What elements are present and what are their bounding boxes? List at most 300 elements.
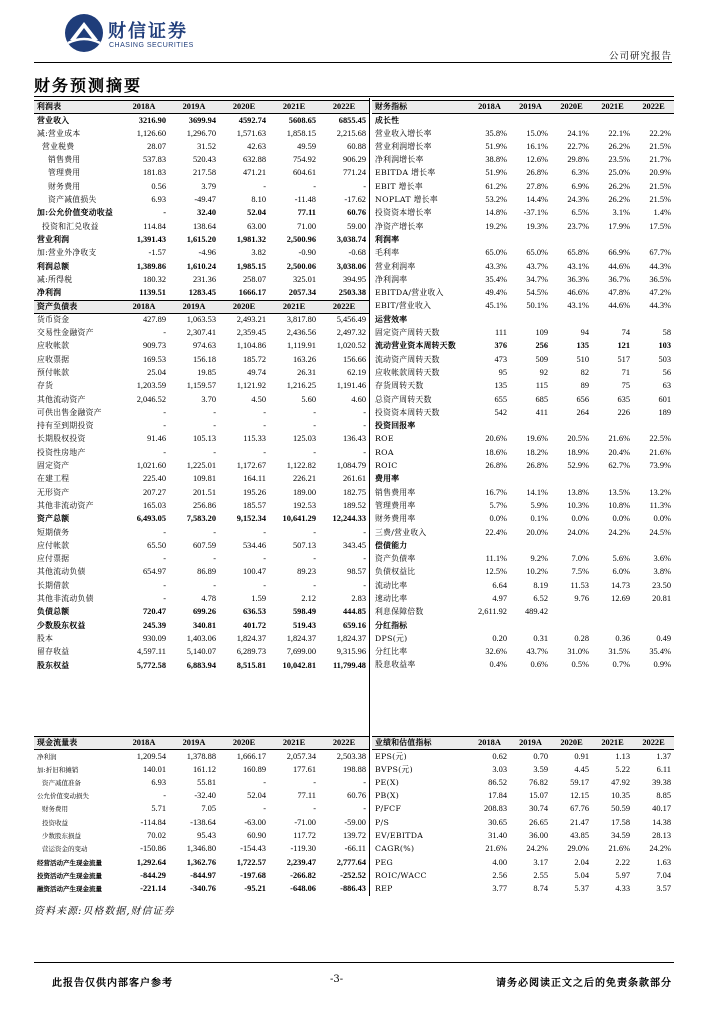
table-row: [372, 433, 674, 446]
row-label: 管理费用: [48, 168, 81, 178]
cell-value: 92: [539, 367, 548, 377]
cell-value: 656: [576, 394, 589, 404]
cell-value: 1,020.52: [336, 341, 366, 351]
cell-value: 135: [494, 381, 507, 391]
cell-value: 98.57: [347, 567, 366, 577]
cell-value: 24.2%: [608, 527, 630, 537]
cell-value: 1,172.67: [236, 461, 266, 471]
cell-value: 75: [621, 381, 630, 391]
cell-value: 103: [658, 341, 671, 351]
table-row: [34, 207, 369, 220]
cell-value: 261.61: [342, 474, 366, 484]
cell-value: 21.47: [570, 817, 589, 827]
year-header: 2020E: [219, 101, 269, 114]
cell-value: 343.45: [342, 540, 366, 550]
row-label: 财务费用: [42, 805, 68, 814]
cell-value: -49.47: [194, 195, 216, 205]
row-label: 营业利润率: [375, 261, 416, 271]
cell-value: 71: [621, 367, 630, 377]
cell-value: 38.8%: [485, 155, 507, 165]
cell-value: -: [313, 407, 316, 417]
table-title: 利润表: [34, 101, 119, 114]
income-statement-table: [34, 100, 369, 300]
row-label: 预付帐款: [37, 367, 70, 377]
row-label: 净利润增长率: [375, 155, 424, 165]
row-label: 其他流动负债: [37, 567, 86, 577]
cell-value: 14.8%: [485, 208, 507, 218]
year-header: 2019A: [169, 300, 219, 313]
cell-value: 5.04: [574, 870, 589, 880]
cell-value: 32.6%: [485, 647, 507, 657]
cell-value: 2.55: [533, 870, 548, 880]
cell-value: 52.04: [247, 791, 266, 801]
cell-value: 9,315.96: [336, 647, 366, 657]
cell-value: 5.60: [301, 394, 316, 404]
cell-value: 685: [535, 394, 548, 404]
table-row: [372, 273, 674, 286]
cell-value: -4.96: [198, 248, 216, 258]
cell-value: 5.71: [151, 804, 166, 814]
cell-value: 256.86: [192, 500, 216, 510]
cell-value: 21.6%: [608, 844, 630, 854]
cell-value: 164.11: [243, 474, 266, 484]
cell-value: 1,225.01: [186, 461, 216, 471]
cell-value: 906.29: [342, 155, 366, 165]
cell-value: 76.82: [529, 777, 548, 787]
cell-value: 10.2%: [526, 567, 548, 577]
table-title: 资产负债表: [34, 300, 119, 313]
cell-value: -: [313, 527, 316, 537]
cell-value: 659.16: [342, 620, 366, 630]
cell-value: 1283.45: [188, 288, 216, 298]
cell-value: 42.63: [247, 141, 266, 151]
row-label: PB(X): [375, 791, 400, 801]
cell-value: [551, 114, 592, 127]
row-label: ROIC/WACC: [375, 870, 427, 880]
cell-value: 6,289.73: [236, 647, 266, 657]
table-row: [34, 790, 369, 803]
cell-value: -: [263, 421, 266, 431]
cell-value: 47.92: [611, 777, 630, 787]
row-label: 投资活动产生现金流量: [37, 871, 102, 880]
row-label: EV/EBITDA: [375, 831, 424, 841]
cell-value: 411: [535, 407, 548, 417]
cell-value: 185.57: [242, 500, 266, 510]
row-label: 投资收益: [42, 818, 68, 827]
cell-value: [633, 473, 674, 486]
cell-value: 0.91: [574, 751, 589, 761]
cell-value: 45.1%: [485, 301, 507, 311]
year-header: 2020E: [551, 737, 592, 750]
row-label: ROA: [375, 447, 394, 457]
row-label: 成长性: [375, 115, 400, 125]
cell-value: 160.89: [242, 764, 266, 774]
cell-value: 1,084.79: [336, 461, 366, 471]
cell-value: 6.3%: [571, 168, 589, 178]
cell-value: 0.7%: [612, 660, 630, 670]
cell-value: 2,239.47: [286, 857, 316, 867]
cell-value: 1,292.64: [136, 857, 166, 867]
row-label: 股本: [37, 633, 54, 643]
cell-value: 22.7%: [567, 141, 589, 151]
cell-value: 0.36: [615, 633, 630, 643]
table-row: [372, 843, 674, 856]
cell-value: 635: [617, 394, 630, 404]
cell-value: -: [263, 407, 266, 417]
cell-value: 24.3%: [567, 195, 589, 205]
table-row: [372, 803, 674, 816]
cell-value: 11.53: [570, 580, 589, 590]
year-header: 2022E: [319, 737, 369, 750]
cell-value: 21.7%: [649, 155, 671, 165]
row-label: 投资性房地产: [37, 447, 86, 457]
cell-value: 0.62: [492, 751, 507, 761]
table-row: [34, 220, 369, 233]
cell-value: 1,119.91: [286, 341, 316, 351]
cell-value: 138.64: [192, 221, 216, 231]
table-row: [34, 776, 369, 789]
data-source: 资料来源:贝格数据,财信证券: [34, 905, 175, 917]
cell-value: 2,497.32: [336, 328, 366, 338]
row-label: 资产负债率: [375, 554, 416, 564]
cell-value: 66.9%: [608, 248, 630, 258]
row-label: 减:所得税: [37, 274, 73, 284]
table-row: [372, 632, 674, 645]
table-row: [372, 856, 674, 869]
cell-value: 29.0%: [567, 844, 589, 854]
table-row: [34, 869, 369, 882]
cell-value: 10.3%: [567, 500, 589, 510]
cell-value: [592, 420, 633, 433]
cell-value: 1,824.37: [286, 633, 316, 643]
cell-value: 59.17: [570, 777, 589, 787]
table-row: [34, 433, 369, 446]
cell-value: 32.40: [197, 208, 216, 218]
cell-value: 26.2%: [608, 195, 630, 205]
table-row: [34, 513, 369, 526]
cell-value: -0.68: [348, 248, 366, 258]
table-row: [34, 499, 369, 512]
year-header: 2021E: [592, 101, 633, 114]
cell-value: 909.73: [142, 341, 166, 351]
cell-value: 91.46: [147, 434, 166, 444]
cell-value: -1.57: [148, 248, 166, 258]
cell-value: 636.53: [242, 607, 266, 617]
cell-value: -: [363, 527, 366, 537]
table-row: [372, 114, 674, 127]
cell-value: 9,152.34: [236, 514, 266, 524]
cell-value: 489.42: [524, 607, 548, 617]
cell-value: 6,493.05: [136, 514, 166, 524]
cell-value: 22.2%: [649, 128, 671, 138]
cell-value: 2.04: [574, 857, 589, 867]
cell-value: -: [313, 777, 316, 787]
row-label: 加:折旧和摊销: [37, 765, 79, 774]
cell-value: 8.19: [533, 580, 548, 590]
logo-chinese-name: 财信证券: [108, 21, 188, 42]
cell-value: 2,057.34: [286, 751, 316, 761]
cell-value: 0.0%: [653, 514, 671, 524]
cell-value: [633, 233, 674, 246]
cell-value: 6.0%: [612, 567, 630, 577]
cell-value: 1,981.32: [236, 234, 266, 244]
cell-value: 4.50: [251, 394, 266, 404]
cell-value: 207.27: [142, 487, 166, 497]
table-row: [34, 287, 369, 300]
cell-value: 2.83: [351, 594, 366, 604]
cell-value: 6.9%: [571, 181, 589, 191]
cell-value: 0.0%: [612, 514, 630, 524]
cell-value: [510, 233, 551, 246]
cell-value: 225.40: [142, 474, 166, 484]
cell-value: 6.52: [533, 593, 548, 603]
cell-value: -: [263, 580, 266, 590]
year-header: 2019A: [510, 101, 551, 114]
cell-value: 189: [658, 407, 671, 417]
cell-value: 26.8%: [526, 461, 548, 471]
cell-value: 56: [662, 367, 671, 377]
cell-value: 1,063.53: [186, 315, 216, 325]
row-label: 费用率: [375, 474, 400, 484]
cell-value: 135: [576, 341, 589, 351]
cell-value: 35.8%: [485, 128, 507, 138]
cell-value: 43.7%: [526, 261, 548, 271]
cell-value: 31.5%: [608, 647, 630, 657]
cell-value: 59.00: [347, 221, 366, 231]
cell-value: -: [313, 181, 316, 191]
row-label: 资产减值准备: [42, 778, 81, 787]
cell-value: -: [313, 447, 316, 457]
cell-value: 24.5%: [649, 527, 671, 537]
cell-value: -886.43: [340, 884, 366, 894]
cell-value: [633, 539, 674, 552]
cell-value: 0.49: [656, 633, 671, 643]
cell-value: [592, 114, 633, 127]
cell-value: 28.07: [147, 141, 166, 151]
cell-value: 3.77: [492, 884, 507, 894]
cell-value: 121: [617, 341, 630, 351]
cell-value: 163.26: [292, 354, 316, 364]
table-row: [34, 883, 369, 896]
cell-value: 1,378.88: [186, 751, 216, 761]
table-row: [34, 406, 369, 419]
cell-value: 60.76: [347, 208, 366, 218]
row-label: 营业税费: [42, 141, 75, 151]
cell-value: 11,799.48: [332, 660, 366, 670]
year-header: 2020E: [219, 737, 269, 750]
table-row: [372, 313, 674, 326]
cell-value: -32.40: [194, 791, 216, 801]
cell-value: 2,777.64: [336, 857, 366, 867]
cell-value: -150.86: [140, 844, 166, 854]
cell-value: 1,666.17: [236, 751, 266, 761]
row-label: 长期股权投资: [37, 434, 86, 444]
cell-value: 22.1%: [608, 128, 630, 138]
table-row: [372, 883, 674, 896]
table-row: [34, 750, 369, 763]
cell-value: -: [263, 554, 266, 564]
cell-value: 60.90: [247, 831, 266, 841]
cell-value: 0.4%: [489, 660, 507, 670]
row-label: 营业收入增长率: [375, 128, 432, 138]
cell-value: 54.5%: [526, 288, 548, 298]
cell-value: 165.03: [142, 500, 166, 510]
cell-value: 21.5%: [649, 195, 671, 205]
table-row: [372, 260, 674, 273]
cell-value: 1,216.25: [286, 381, 316, 391]
cell-value: -: [263, 447, 266, 457]
cell-value: 105.13: [192, 434, 216, 444]
cell-value: 14.38: [652, 817, 671, 827]
cell-value: -: [363, 580, 366, 590]
table-row: [34, 843, 369, 856]
report-type: 公司研究报告: [608, 51, 672, 62]
cell-value: 8,515.81: [236, 660, 266, 670]
table-row: [34, 140, 369, 153]
year-header: 2018A: [119, 300, 169, 313]
cell-value: 77.11: [297, 208, 316, 218]
row-label: 无形资产: [37, 487, 70, 497]
table-row: [34, 830, 369, 843]
cell-value: 503: [658, 354, 671, 364]
table-row: [34, 566, 369, 579]
row-label: 应付票据: [37, 554, 70, 564]
cell-value: 720.47: [142, 607, 166, 617]
cell-value: 7.04: [656, 870, 671, 880]
table-row: [34, 366, 369, 379]
cell-value: [592, 619, 633, 632]
page-number: -3-: [330, 974, 344, 985]
cell-value: [633, 313, 674, 326]
cell-value: 699.26: [192, 607, 216, 617]
cell-value: 1,824.37: [336, 633, 366, 643]
table-row: [34, 526, 369, 539]
cell-value: 23.7%: [567, 221, 589, 231]
cell-value: 156.18: [192, 354, 216, 364]
cell-value: 8.10: [251, 195, 266, 205]
row-label: 净资产增长率: [375, 221, 424, 231]
cell-value: [551, 233, 592, 246]
table-row: [372, 366, 674, 379]
cell-value: 43.85: [570, 831, 589, 841]
cell-value: 3.17: [533, 857, 548, 867]
row-label: 其他非流动资产: [37, 500, 94, 510]
year-header: 2022E: [633, 737, 674, 750]
cell-value: 156.66: [342, 354, 366, 364]
year-header: 2018A: [469, 737, 510, 750]
table-row: [372, 327, 674, 340]
cell-value: 15.0%: [526, 128, 548, 138]
cell-value: 30.65: [488, 817, 507, 827]
cell-value: -66.11: [344, 844, 366, 854]
cell-value: 5,772.58: [136, 660, 166, 670]
cell-value: 3.82: [251, 248, 266, 258]
cell-value: -: [363, 447, 366, 457]
cell-value: 12.5%: [485, 567, 507, 577]
cell-value: 60.88: [347, 141, 366, 151]
cell-value: -: [263, 527, 266, 537]
row-label: 运营效率: [375, 314, 408, 324]
cell-value: 198.88: [342, 764, 366, 774]
table-row: [34, 579, 369, 592]
cell-value: -: [213, 421, 216, 431]
row-label: 投资资本周转天数: [375, 407, 440, 417]
cell-value: 51.9%: [485, 168, 507, 178]
row-label: 投资资本增长率: [375, 208, 432, 218]
table-row: [372, 553, 674, 566]
cell-value: -: [363, 181, 366, 191]
cell-value: 3.79: [201, 181, 216, 191]
cell-value: 5,456.49: [336, 315, 366, 325]
cell-value: 3.6%: [653, 554, 671, 564]
cell-value: 195.26: [242, 487, 266, 497]
cell-value: 6.5%: [571, 208, 589, 218]
cell-value: -844.97: [190, 870, 216, 880]
cell-value: 1,858.15: [286, 128, 316, 138]
cell-value: 1,296.70: [186, 128, 216, 138]
row-label: REP: [375, 884, 393, 894]
cell-value: 26.2%: [608, 141, 630, 151]
cell-value: 18.9%: [567, 447, 589, 457]
cell-value: 22.4%: [485, 527, 507, 537]
table-row: [34, 393, 369, 406]
cell-value: -844.29: [140, 870, 166, 880]
cell-value: [510, 313, 551, 326]
cell-value: 49.74: [247, 367, 266, 377]
cell-value: 340.81: [192, 620, 216, 630]
table-header-row: [34, 737, 369, 750]
cell-value: 1,722.57: [236, 857, 266, 867]
cell-value: 604.61: [292, 168, 316, 178]
table-row: [372, 869, 674, 882]
cell-value: 115.33: [243, 434, 266, 444]
cell-value: 26.8%: [485, 461, 507, 471]
cell-value: 598.49: [292, 607, 316, 617]
table-row: [34, 460, 369, 473]
cell-value: 115: [535, 381, 548, 391]
cell-value: 517: [617, 354, 630, 364]
cell-value: 21.5%: [649, 141, 671, 151]
row-label: 管理费用率: [375, 500, 416, 510]
cell-value: 16.7%: [485, 487, 507, 497]
cell-value: 2,215.68: [336, 128, 366, 138]
cell-value: 1.4%: [653, 208, 671, 218]
cell-value: 20.81: [652, 593, 671, 603]
cell-value: -: [313, 554, 316, 564]
cell-value: 5.7%: [489, 500, 507, 510]
cell-value: 1.37: [656, 751, 671, 761]
cell-value: 473: [494, 354, 507, 364]
cell-value: [551, 606, 592, 619]
cell-value: 1.59: [251, 594, 266, 604]
cell-value: 63: [662, 381, 671, 391]
table-row: [372, 460, 674, 473]
cell-value: 2,493.21: [236, 315, 266, 325]
table-row: [34, 340, 369, 353]
year-header: 2018A: [119, 737, 169, 750]
table-row: [372, 207, 674, 220]
table-row: [34, 606, 369, 619]
cell-value: 28.13: [652, 831, 671, 841]
cell-value: 0.1%: [530, 514, 548, 524]
cell-value: 1,021.60: [136, 461, 166, 471]
cell-value: 67.7%: [649, 248, 671, 258]
cell-value: 189.52: [342, 500, 366, 510]
table-row: [34, 646, 369, 659]
cell-value: 537.83: [142, 155, 166, 165]
cell-value: 519.43: [292, 620, 316, 630]
cell-value: 36.5%: [649, 274, 671, 284]
